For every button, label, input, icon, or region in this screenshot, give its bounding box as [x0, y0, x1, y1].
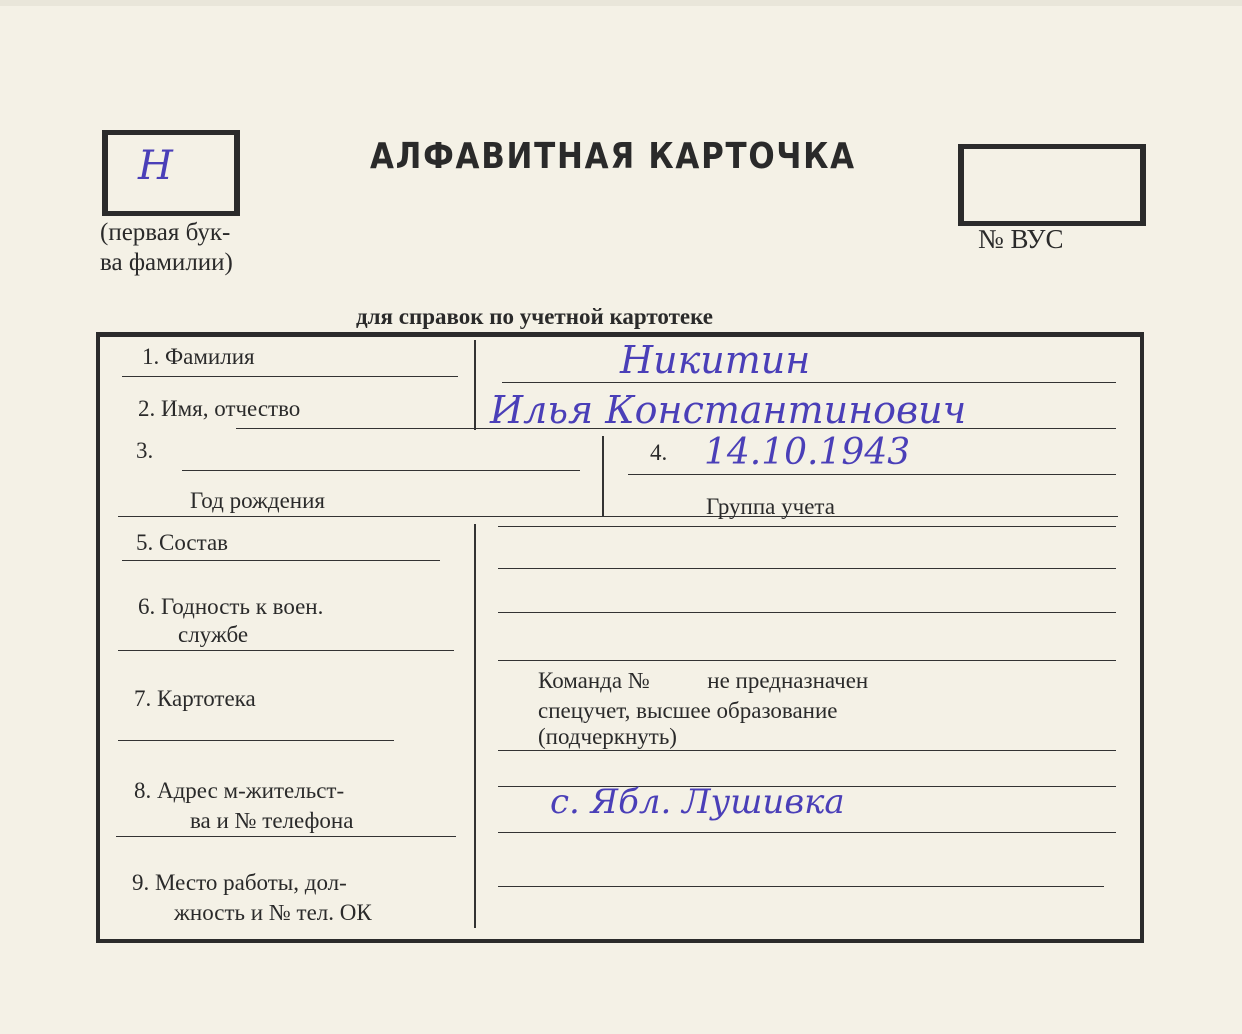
birth-date-value: 14.10.1943	[704, 432, 911, 473]
field-8-label-line-1: 8. Адрес м-жительст-	[134, 778, 345, 803]
rule	[498, 568, 1116, 569]
card-title: АЛФАВИТНАЯ КАРТОЧКА	[370, 136, 856, 177]
field-2-label: 2. Имя, отчество	[138, 396, 301, 421]
rule	[498, 660, 1116, 661]
field-8-label-line-2: ва и № телефона	[190, 808, 354, 833]
rule	[498, 526, 1116, 527]
rule	[498, 832, 1116, 833]
birth-year-caption: Год рождения	[190, 488, 325, 513]
rule	[236, 428, 1116, 429]
surname-value: Никитин	[620, 338, 811, 382]
field-7-label: 7. Картотека	[134, 686, 256, 711]
divider-top	[474, 340, 476, 430]
rule	[498, 612, 1116, 613]
rule	[122, 376, 458, 377]
field-1-label: 1. Фамилия	[142, 344, 255, 369]
address-value: с. Ябл. Лушивка	[550, 782, 845, 822]
rule	[182, 470, 580, 471]
field-5-label: 5. Состав	[136, 530, 229, 555]
command-line-1: Команда № не предназначен	[538, 668, 869, 693]
rule	[122, 560, 440, 561]
rule	[628, 474, 1116, 475]
first-letter-caption: (первая бук- ва фамилии)	[100, 219, 233, 276]
name-patronymic-value: Илья Константинович	[490, 388, 967, 432]
card-subtitle: для справок по учетной картотеке	[356, 304, 713, 329]
vus-label: № ВУС	[978, 224, 1064, 254]
field-6-label-line-2: службе	[178, 622, 249, 647]
divider-middle	[602, 436, 604, 516]
card-edge	[0, 0, 1242, 6]
field-3-number: 3.	[136, 438, 154, 463]
command-line-3: (подчеркнуть)	[538, 724, 677, 749]
field-4-number: 4.	[650, 440, 668, 465]
rule	[118, 650, 454, 651]
field-9-label-line-1: 9. Место работы, дол-	[132, 870, 347, 895]
rule	[502, 382, 1116, 383]
account-group-caption: Группа учета	[706, 494, 835, 519]
rule	[498, 750, 1116, 751]
first-letter-value: Н	[138, 143, 173, 189]
divider-bottom	[474, 524, 476, 928]
field-6-label-line-1: 6. Годность к воен.	[138, 594, 324, 619]
rule	[118, 516, 1118, 517]
vus-box	[958, 144, 1146, 226]
command-line-2: спецучет, высшее образование	[538, 698, 838, 723]
rule	[498, 886, 1104, 887]
field-9-label-line-2: жность и № тел. ОК	[174, 900, 372, 925]
rule	[118, 740, 394, 741]
first-letter-box	[102, 130, 240, 216]
rule	[116, 836, 456, 837]
